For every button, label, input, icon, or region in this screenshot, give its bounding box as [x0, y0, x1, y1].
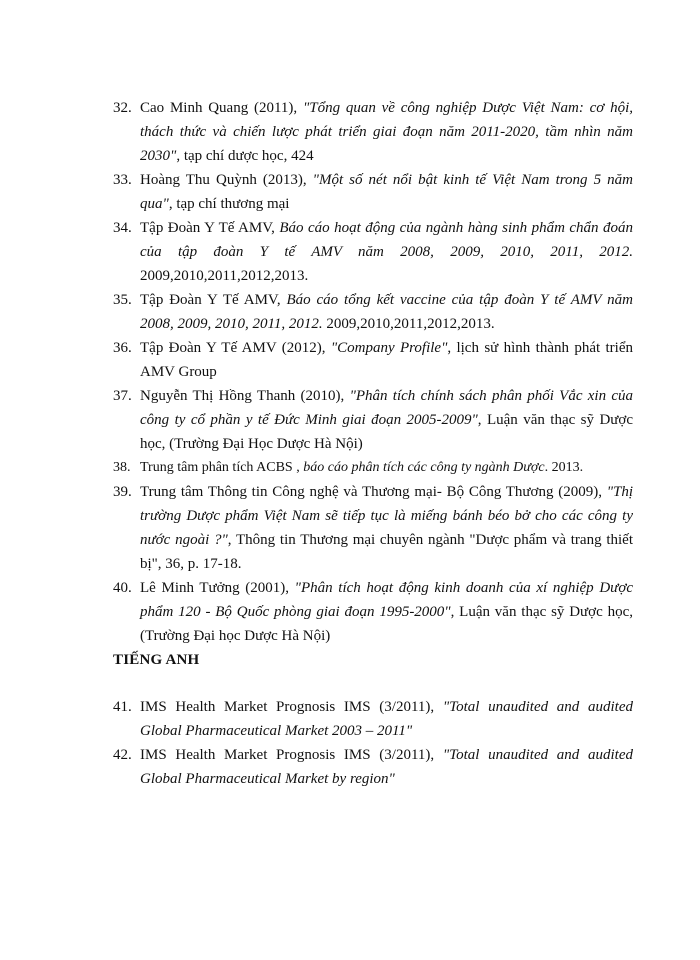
reference-list-english [0, 695, 700, 791]
reference-item [0, 695, 633, 743]
reference-item [0, 480, 633, 576]
reference-title: "Phân tích chính sách phân phối Vắc xin của công ty cổ phần y tế Đức Minh giai đoạn 2005-2009" [140, 388, 634, 428]
reference-title: báo cáo phân tích các công ty ngành Dược [303, 460, 545, 475]
reference-item [0, 336, 633, 384]
reference-item [0, 576, 633, 648]
reference-source: , Thông tin Thương mại chuyên ngành "Dược phẩm và trang thiết bị", 36, p. 17-18. [140, 532, 633, 572]
reference-author: Hoàng Thu Quỳnh (2013), [140, 172, 313, 188]
reference-source: , Luận văn thạc sỹ Dược học, (Trường Đại Học Dược Hà Nội) [140, 412, 633, 452]
reference-item [0, 168, 633, 216]
reference-source: , Luận văn thạc sỹ Dược học, (Trường Đại học Dược Hà Nội) [140, 604, 633, 644]
reference-list-vietnamese [0, 96, 700, 648]
reference-author: Lê Minh Tưởng (2001), [140, 580, 295, 596]
reference-author: Cao Minh Quang (2011), [140, 100, 303, 116]
reference-number: 35. [113, 292, 132, 308]
reference-number: 34. [113, 220, 132, 236]
reference-author: IMS Health Market Prognosis IMS (3/2011), [140, 747, 443, 763]
reference-item [0, 96, 633, 168]
reference-number: 41. [113, 699, 132, 715]
reference-number: 33. [113, 172, 132, 188]
reference-item [0, 216, 633, 288]
reference-item [0, 456, 633, 480]
reference-title: Báo cáo hoạt động của ngành hàng sinh phẩm chẩn đoán của tập đoàn Y tế AMV năm 2008, 2009, 2010, 2011, 2012. [140, 220, 634, 260]
reference-source: 2009,2010,2011,2012,2013. [140, 268, 309, 284]
reference-item [0, 288, 633, 336]
reference-title: "Một số nét nổi bật kinh tế Việt Nam trong 5 năm qua" [140, 172, 633, 212]
reference-author: Trung tâm Thông tin Công nghệ và Thương mại- Bộ Công Thương (2009), [140, 484, 607, 500]
reference-source: . 2013. [544, 460, 584, 475]
reference-author: Nguyễn Thị Hồng Thanh (2010), [140, 388, 350, 404]
reference-title: "Tổng quan về công nghiệp Dược Việt Nam: cơ hội, thách thức và chiến lược phát triển giai đoạn năm 2011-2020, tầm nhìn năm 2030" [140, 100, 634, 164]
reference-author: IMS Health Market Prognosis IMS (3/2011), [140, 699, 443, 715]
reference-title: Báo cáo tổng kết vaccine của tập đoàn Y tế AMV năm 2008, 2009, 2010, 2011, 2012. [140, 292, 633, 332]
reference-title: "Phân tích hoạt động kinh doanh của xí nghiệp Dược phẩm 120 - Bộ Quốc phòng giai đoạn 1995-2000" [140, 580, 633, 620]
section-heading-english: TIẾNG ANH [113, 652, 200, 668]
reference-title: "Total unaudited and audited Global Pharmaceutical Market 2003 – 2011" [140, 699, 633, 739]
reference-number: 42. [113, 747, 132, 763]
reference-source: 2009,2010,2011,2012,2013. [322, 316, 495, 332]
reference-number: 37. [113, 388, 132, 404]
reference-title: "Company Profile" [330, 340, 448, 356]
reference-author: Tập Đoàn Y Tế AMV, [140, 220, 280, 236]
reference-number: 36. [113, 340, 132, 356]
reference-item [0, 743, 633, 791]
reference-number: 38. [113, 460, 131, 475]
reference-title: "Thị trường Dược phẩm Việt Nam sẽ tiếp tục là miếng bánh béo bở cho các công ty nước ngoài ?" [140, 484, 633, 548]
reference-source: , tạp chí dược học, 424 [176, 148, 314, 164]
reference-author: Trung tâm phân tích ACBS , [140, 460, 304, 475]
reference-number: 40. [113, 580, 132, 596]
reference-title: "Total unaudited and audited Global Pharmaceutical Market by region" [140, 747, 633, 787]
reference-item [0, 384, 633, 456]
reference-source: , tạp chí thương mại [168, 196, 290, 212]
reference-number: 39. [113, 484, 132, 500]
reference-author: Tập Đoàn Y Tế AMV (2012), [140, 340, 331, 356]
reference-source: , lịch sử hình thành phát triển AMV Group [140, 340, 633, 380]
reference-author: Tập Đoàn Y Tế AMV, [140, 292, 287, 308]
reference-number: 32. [113, 100, 132, 116]
